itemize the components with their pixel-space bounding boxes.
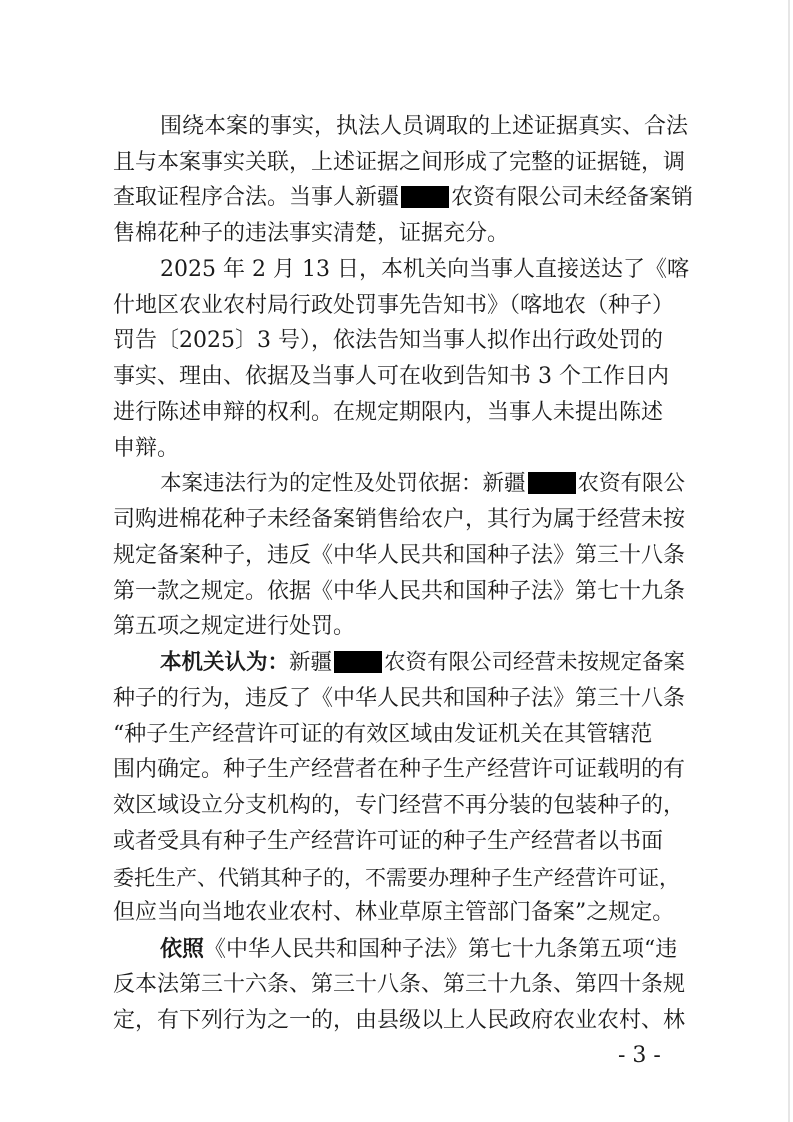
paragraph-4-line-5: [0, 791, 793, 821]
paragraph-4-line-7: [0, 863, 793, 893]
paragraph-2-line-2: [0, 291, 793, 321]
text: 司购进棉花种子未经备案销售给农户，其行为属于经营未按: [113, 507, 686, 532]
text: 围绕本案的事实，执法人员调取的上述证据真实、合法: [160, 114, 689, 139]
text: 2025 年 2 月 13 日，本机关向当事人直接送达了《喀: [160, 257, 689, 282]
redaction-block: [528, 472, 576, 494]
paragraph-2-line-6: [0, 434, 793, 464]
paragraph-3-line-3: [0, 541, 793, 571]
text: 第一款之规定。依据《中华人民共和国种子法》第七十九条: [113, 579, 686, 604]
text: 且与本案事实关联，上述证据之间形成了完整的证据链，调: [113, 150, 686, 175]
paragraph-4-line-1: [0, 648, 793, 678]
paragraph-1-line-2: [0, 148, 793, 178]
paragraph-5-line-2: [0, 970, 793, 1000]
paragraph-4-line-3: [0, 720, 793, 750]
paragraph-2-line-1: [0, 255, 793, 285]
text: 第五项之规定进行处罚。: [113, 614, 356, 639]
text: 反本法第三十六条、第三十八条、第三十九条、第四十条规: [113, 972, 686, 997]
text: 进行陈述申辩的权利。在规定期限内，当事人未提出陈述: [113, 400, 664, 425]
text: 事实、理由、依据及当事人可在收到告知书 3 个工作日内: [113, 364, 669, 389]
text: 或者受具有种子生产经营许可证的种子生产经营者以书面: [113, 829, 664, 854]
text: 委托生产、代销其种子的，不需要办理种子生产经营许可证，: [113, 866, 680, 890]
text: 效区域设立分支机构的，专门经营不再分装的包装种子的，: [113, 793, 686, 818]
text: 规定备案种子，违反《中华人民共和国种子法》第三十八条: [113, 543, 686, 568]
text: 罚告〔2025〕3 号），依法告知当事人拟作出行政处罚的: [113, 328, 663, 353]
text: 售棉花种子的违法事实清楚，证据充分。: [113, 221, 510, 246]
text: 但应当向当地农业农村、林业草原主管部门备案”之规定。: [113, 900, 675, 925]
redaction-block: [401, 186, 449, 208]
text: 围内确定。种子生产经营者在种子生产经营许可证载明的有: [113, 757, 686, 782]
paragraph-4-line-8: [0, 898, 793, 928]
text: 农资有限公司未经备案销: [451, 185, 694, 210]
paragraph-1-line-3: [0, 183, 793, 213]
page-edge-shadow: [788, 0, 790, 1122]
text: 定，有下列行为之一的，由县级以上人民政府农业农村、林: [113, 1008, 686, 1033]
text: 农资有限公司经营未按规定备案: [384, 650, 686, 675]
redaction-block: [334, 651, 382, 673]
paragraph-4-line-4: [0, 755, 793, 785]
text: 查取证程序合法。当事人新疆: [113, 185, 400, 210]
paragraph-3-line-4: [0, 577, 793, 607]
bold-lead: 依照: [160, 936, 205, 962]
paragraph-4-line-6: [0, 827, 793, 857]
paragraph-5-line-3: [0, 1006, 793, 1036]
paragraph-1-line-1: [0, 112, 793, 142]
paragraph-2-line-3: [0, 326, 793, 356]
text: 申辩。: [113, 436, 180, 461]
page-number: - 3 -: [618, 1043, 661, 1068]
paragraph-3-line-5: [0, 612, 793, 642]
text: 农资有限公: [577, 471, 686, 496]
paragraph-1-line-4: [0, 219, 793, 249]
text: “种子生产经营许可证的有效区域由发证机关在其管辖范: [113, 722, 653, 747]
paragraph-2-line-5: [0, 398, 793, 428]
text: 种子的行为，违反了《中华人民共和国种子法》第三十八条: [113, 686, 686, 711]
text: 《中华人民共和国种子法》第七十九条第五项“违: [204, 937, 678, 962]
text: 本案违法行为的定性及处罚依据：新疆: [160, 471, 526, 496]
paragraph-5-line-1: [0, 934, 793, 964]
paragraph-3-line-2: [0, 505, 793, 535]
paragraph-2-line-4: [0, 362, 793, 392]
paragraph-4-line-2: [0, 684, 793, 714]
bold-lead: 本机关认为：: [160, 650, 290, 675]
text: 新疆: [289, 650, 333, 675]
paragraph-3-line-1: [0, 469, 793, 499]
text: 什地区农业农村局行政处罚事先告知书》（喀地农（种子）: [113, 293, 675, 318]
